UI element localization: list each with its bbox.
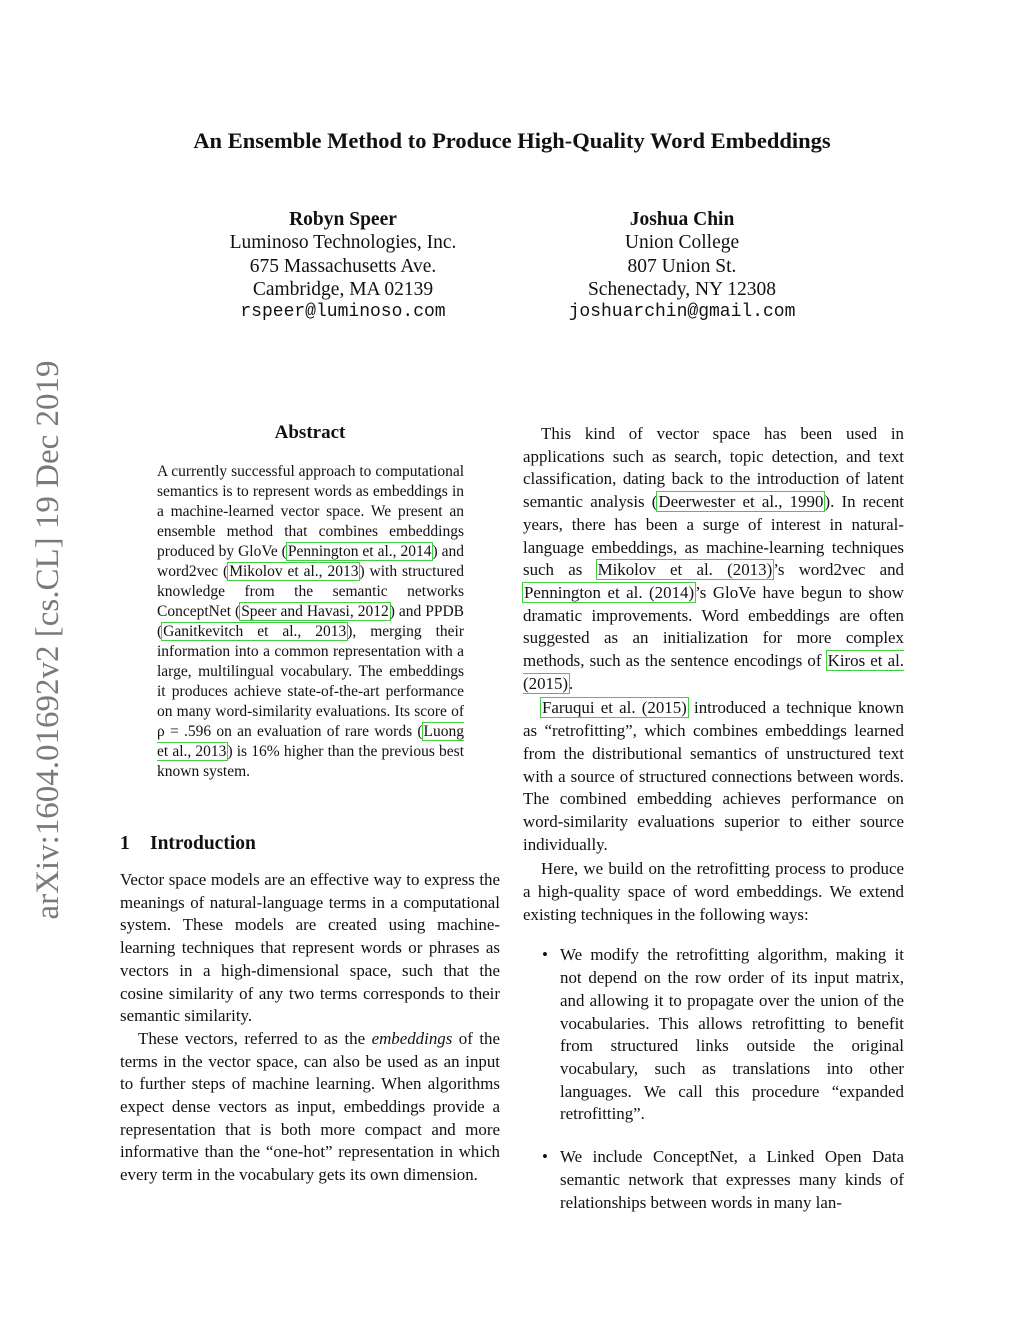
- citation-link[interactable]: Speer and Havasi, 2012: [241, 603, 389, 620]
- author-block-1: [173, 208, 513, 324]
- abstract-text: ) is 16% higher than the previous best known system.: [157, 743, 464, 780]
- emphasis-term: embeddings: [371, 1028, 453, 1048]
- section-heading: [120, 833, 500, 855]
- citation-link[interactable]: Mikolov et al. (2013): [597, 560, 773, 580]
- arxiv-stamp: arXiv:1604.01692v2 [cs.CL] 19 Dec 2019: [30, 360, 66, 920]
- citation-link[interactable]: Luong et al., 2013: [157, 723, 464, 760]
- body-text: introduced a technique known as “retrofitting”, which combines embeddings learned from the distributional semantics of unstructured text with a source of structured connections between words. The combined embedding achieves performance on word-similarity evaluations superior to either source individually.: [523, 698, 904, 854]
- intro-paragraph-1: Vector space models are an effective way to express the meanings of natural-language terms in a computational system. These models are created using machine-learning techniques that represent words or phrases as vectors in a high-dimensional space, such that the cosine similarity of any two terms corresponds to their semantic similarity.: [120, 870, 500, 1026]
- citation-link[interactable]: Kiros et al. (2015): [523, 651, 904, 693]
- section-title: Introduction: [150, 833, 256, 854]
- list-item: [523, 944, 904, 1126]
- author-name: Joshua Chin: [629, 209, 735, 230]
- citation-link[interactable]: Pennington et al., 2014: [287, 543, 432, 560]
- bullet-icon: •: [542, 1147, 548, 1167]
- author-email: joshuarchin@gmail.com: [568, 302, 796, 323]
- paper-title: An Ensemble Method to Produce High-Quality Word Embeddings: [193, 128, 831, 153]
- author-address-line1: 807 Union St.: [627, 255, 737, 277]
- bullet-icon: •: [542, 945, 548, 965]
- abstract-text: A currently successful approach to computational semantics is to represent words as embeddings in a machine-learned vector space. We present an ensemble method that combines embeddings produced by GloVe (: [157, 463, 464, 560]
- abstract-text: ), merging their information into a common representation with a large, multilingual vocabulary. The embeddings it produces achieve state-of-the-art performance on many word-similarity evaluations. Its score of ρ = .596 on an evaluation of rare words (: [157, 623, 464, 740]
- list-item: [523, 1146, 904, 1214]
- author-address-line2: Schenectady, NY 12308: [587, 278, 777, 300]
- citation-link[interactable]: Ganitkevitch et al., 2013: [163, 623, 347, 640]
- list-item-text: We include ConceptNet, a Linked Open Data semantic network that expresses many kinds of relationships between words in many lan-: [560, 1147, 904, 1212]
- list-item-text: We modify the retrofitting algorithm, making it not depend on the row order of its input matrix, and allowing it to propagate over the union of the vocabularies. This allows retrofitting to benefit from structured links outside the original vocabulary, such as translations into other languages. We call this procedure “expanded retrofitting”.: [560, 945, 904, 1124]
- author-affiliation: Luminoso Technologies, Inc.: [229, 232, 457, 254]
- abstract-text: ) with structured knowledge from the semantic networks ConceptNet (: [157, 563, 464, 620]
- abstract-text: ) and PPDB (: [157, 603, 464, 640]
- section-number: 1: [120, 833, 130, 854]
- citation-link[interactable]: Pennington et al. (2014): [524, 582, 695, 602]
- intro-text: [120, 869, 500, 1187]
- author-address-line1: 675 Massachusetts Ave.: [249, 255, 437, 277]
- body-text: ’s GloVe have begun to show dramatic improvements. Word embeddings are often suggested as an initialization for more complex methods, such as the sentence encodings of: [523, 582, 904, 671]
- right-paragraph-1: [523, 423, 904, 695]
- intro-text-span: of the terms in the vector space, can also be used as an input to further steps of machine learning. When algorithms expect dense vectors as input, embeddings provide a representation that is both more compact and more informative than the “one-hot” representation in which every term in the vocabulary gets its own dimension.: [120, 1028, 500, 1185]
- abstract-text: ) and word2vec (: [157, 543, 464, 580]
- right-paragraph-3: Here, we build on the retrofitting process to produce a high-quality space of word embeddings. We extend existing techniques in the following ways:: [523, 859, 904, 924]
- author-block-2: [512, 208, 852, 324]
- intro-paragraph-2: [120, 1028, 500, 1187]
- citation-link[interactable]: Deerwester et al., 1990: [658, 492, 824, 512]
- body-text: This kind of vector space has been used in applications such as search, topic detection, and text classification, dating back to the introduction of latent semantic analysis (: [523, 424, 904, 512]
- right-paragraph-2: [523, 697, 904, 856]
- author-affiliation: Union College: [624, 232, 740, 254]
- author-name: Robyn Speer: [289, 209, 397, 230]
- body-text: ’s word2vec and: [773, 560, 904, 580]
- citation-link[interactable]: Mikolov et al., 2013: [229, 563, 359, 580]
- intro-text-span: These vectors, referred to as the: [138, 1028, 372, 1048]
- author-email: rspeer@luminoso.com: [240, 302, 446, 323]
- contribution-list: [523, 944, 904, 1214]
- citation-link[interactable]: Faruqui et al. (2015): [542, 698, 687, 718]
- body-text: ). In recent years, there has been a surge of interest in natural-language embeddings, as machine-learning techniques such as: [523, 492, 904, 580]
- right-column: [523, 423, 904, 1234]
- abstract-body: [157, 462, 464, 782]
- body-text: .: [569, 673, 574, 693]
- abstract-heading: Abstract: [274, 422, 346, 443]
- author-address-line2: Cambridge, MA 02139: [252, 278, 434, 300]
